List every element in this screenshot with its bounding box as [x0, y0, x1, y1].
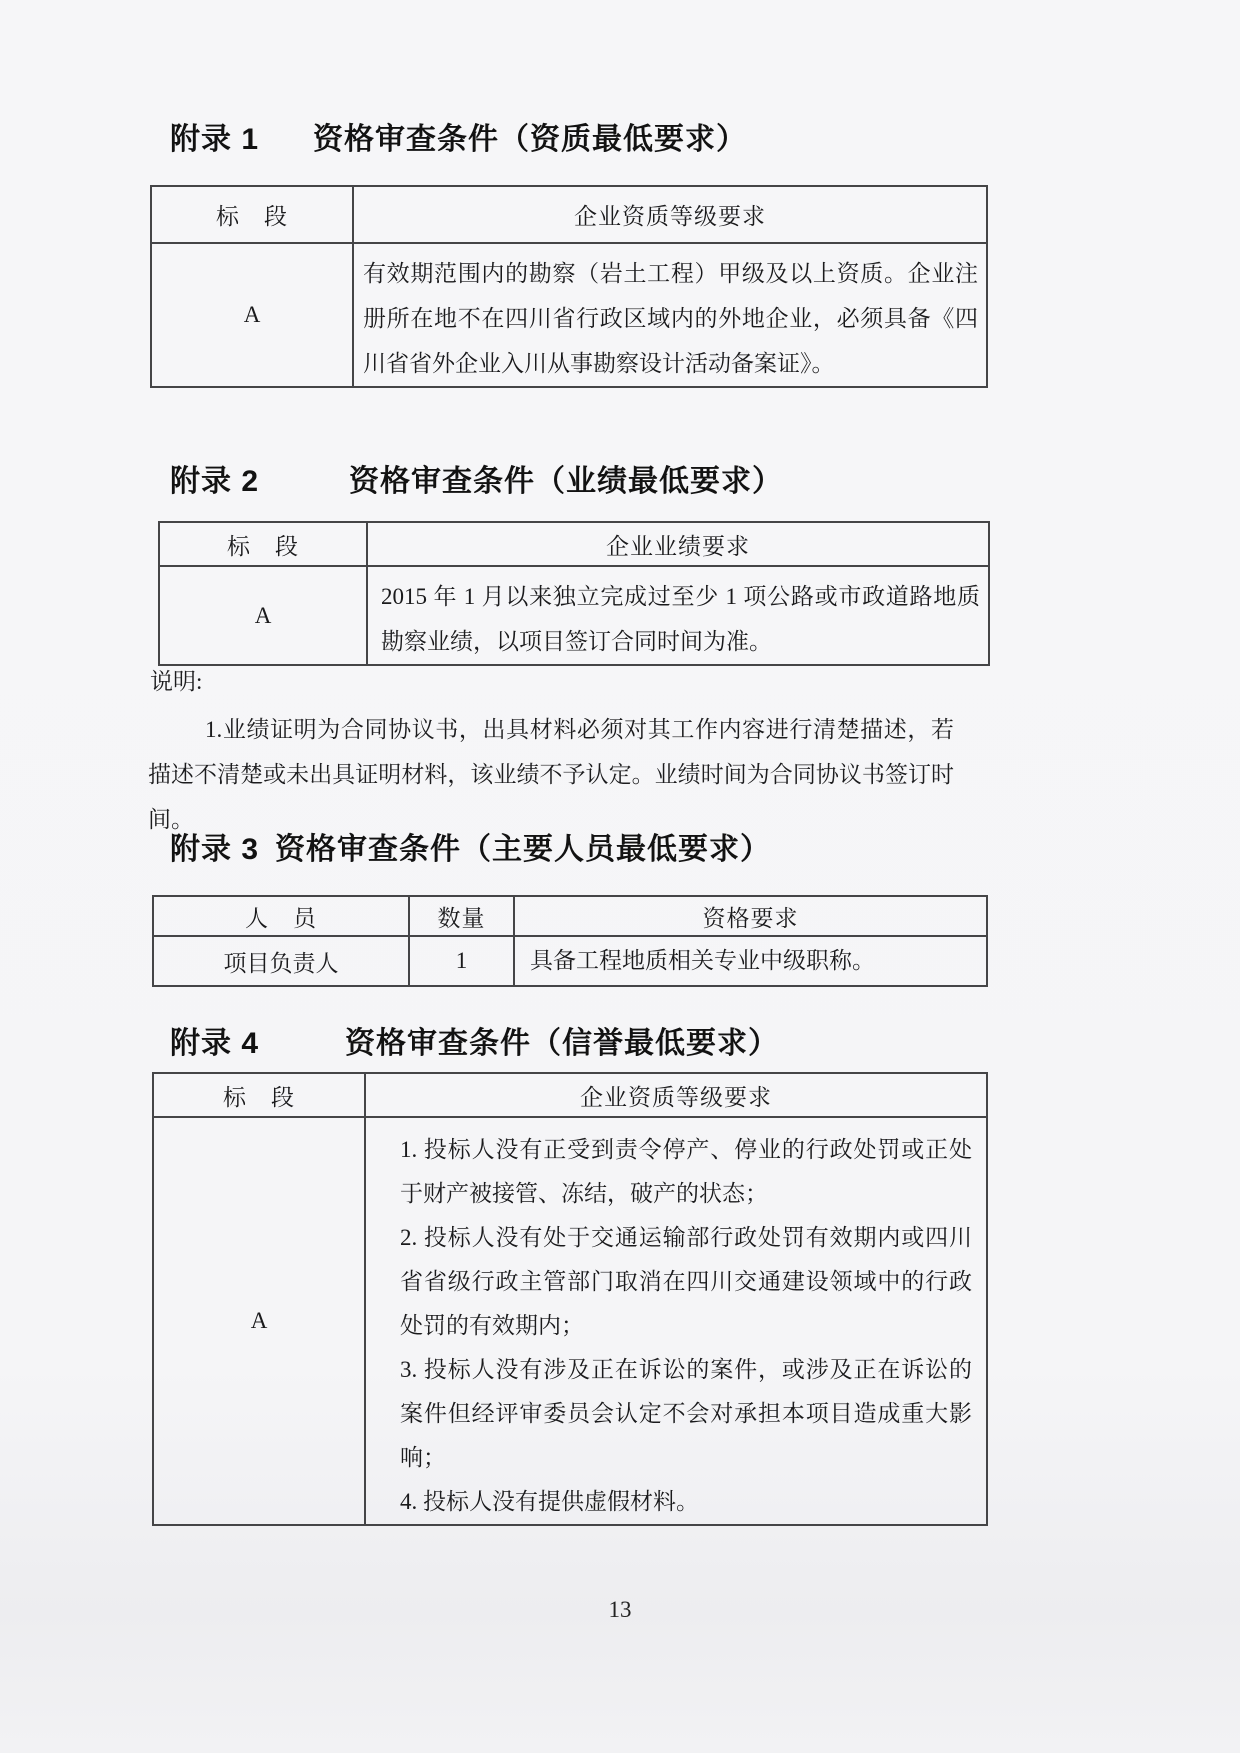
appendix1-label: 附录 1 — [170, 123, 260, 156]
appendix4-data-row — [153, 1117, 987, 1525]
appendix1-data-row — [151, 243, 987, 387]
appendix4-item-1: 1. 投标人没有正受到责令停产、停业的行政处罚或正处于财产被接管、冻结，破产的状态； — [400, 1137, 972, 1206]
notes-heading: 说明: — [150, 669, 203, 694]
appendix2-col1-header: 标 段 — [159, 522, 367, 566]
appendix2-title — [170, 456, 783, 500]
appendix4-item-3: 3. 投标人没有涉及正在诉讼的案件，或涉及正在诉讼的案件但经评审委员会认定不会对承担本项目造成重大影响； — [400, 1357, 972, 1470]
appendix2-section-cell: A — [159, 566, 367, 665]
appendix4-item-4: 4. 投标人没有提供虚假材料。 — [400, 1489, 699, 1514]
appendix4-item-2: 2. 投标人没有处于交通运输部行政处罚有效期内或四川省省级行政主管部门取消在四川交通建设领域中的行政处罚的有效期内； — [400, 1225, 972, 1338]
appendix3-title-text: 资格审查条件（主要人员最低要求） — [275, 833, 772, 866]
appendix4-col1-header: 标 段 — [153, 1073, 365, 1117]
appendix3-col2-header: 数量 — [409, 896, 514, 936]
appendix4-label: 附录 4 — [170, 1027, 260, 1060]
appendix4-requirement-cell — [365, 1117, 987, 1525]
appendix3-col1-header: 人 员 — [153, 896, 409, 936]
appendix1-col2-header: 企业资质等级要求 — [353, 186, 987, 243]
appendix3-table — [152, 895, 988, 987]
page-number: 13 — [608, 1597, 632, 1622]
appendix2-title-text: 资格审查条件（业绩最低要求） — [349, 465, 784, 498]
appendix1-col1-header: 标 段 — [151, 186, 353, 243]
appendix2-table — [158, 521, 990, 666]
appendix1-title — [170, 114, 747, 158]
appendix1-title-text: 资格审查条件（资质最低要求） — [313, 123, 748, 156]
appendix3-label: 附录 3 — [170, 833, 260, 866]
appendix3-person-cell: 项目负责人 — [153, 936, 409, 986]
appendix4-title — [170, 1018, 779, 1062]
appendix3-title — [170, 824, 771, 868]
appendix3-col3-header: 资格要求 — [514, 896, 987, 936]
appendix2-data-row — [159, 566, 989, 665]
appendix2-label: 附录 2 — [170, 465, 260, 498]
appendix4-title-text: 资格审查条件（信誉最低要求） — [345, 1027, 780, 1060]
appendix2-requirement-cell: 2015 年 1 月以来独立完成过至少 1 项公路或市政道路地质勘察业绩，以项目签订合同时间为准。 — [367, 566, 989, 665]
appendix3-requirement-cell: 具备工程地质相关专业中级职称。 — [514, 936, 987, 986]
appendix1-header-row — [151, 186, 987, 243]
appendix2-col2-header: 企业业绩要求 — [367, 522, 989, 566]
appendix3-data-row — [153, 936, 987, 986]
notes-paragraph: 1.业绩证明为合同协议书，出具材料必须对其工作内容进行清楚描述，若描述不清楚或未出具证明材料，该业绩不予认定。业绩时间为合同协议书签订时间。 — [148, 717, 954, 832]
appendix3-count-cell: 1 — [409, 936, 514, 986]
appendix4-table — [152, 1072, 988, 1526]
appendix4-section-cell: A — [153, 1117, 365, 1525]
appendix1-section-cell: A — [151, 243, 353, 387]
appendix3-header-row — [153, 896, 987, 936]
appendix4-header-row — [153, 1073, 987, 1117]
appendix1-table — [150, 185, 988, 388]
appendix2-header-row — [159, 522, 989, 566]
appendix4-col2-header: 企业资质等级要求 — [365, 1073, 987, 1117]
appendix1-requirement-cell: 有效期范围内的勘察（岩土工程）甲级及以上资质。企业注册所在地不在四川省行政区域内的外地企业，必须具备《四川省省外企业入川从事勘察设计活动备案证》。 — [353, 243, 987, 387]
